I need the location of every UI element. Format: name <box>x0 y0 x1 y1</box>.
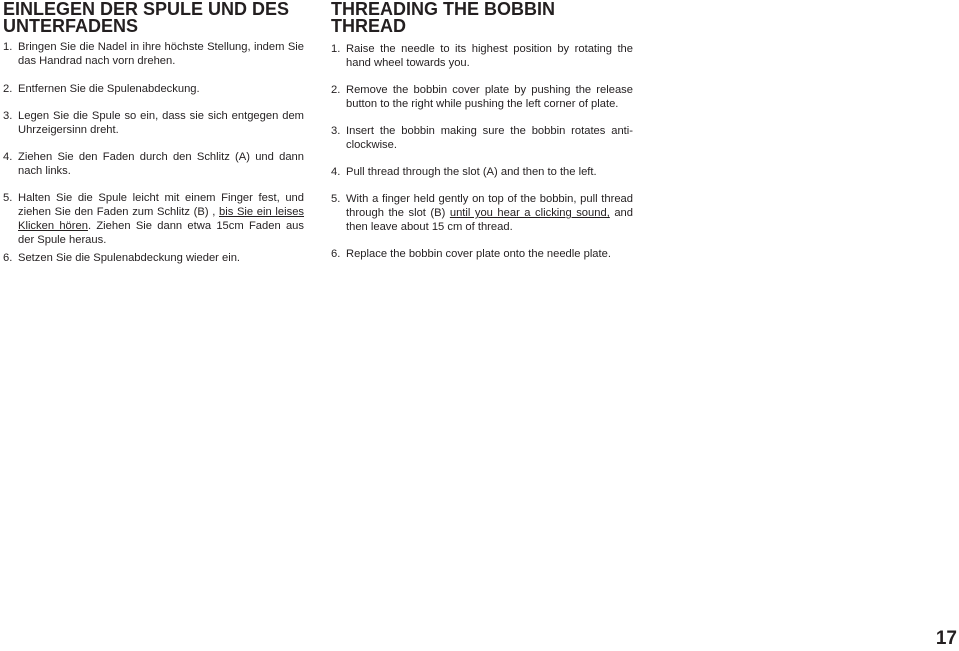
english-step-1 <box>331 42 633 70</box>
step-text: Bringen Sie die Nadel in ihre höchste Stellung, indem Sie das Handrad nach vorn drehen. <box>18 41 304 67</box>
step-number: 4. <box>331 166 341 178</box>
step-text: Remove the bobbin cover plate by pushing the release button to the right while pushing the left corner of plate. <box>346 84 633 110</box>
step-text: Replace the bobbin cover plate onto the needle plate. <box>346 248 611 260</box>
english-step-3 <box>331 124 633 152</box>
step-number: 5. <box>331 193 341 205</box>
german-step-3 <box>3 109 304 137</box>
step-text: Pull thread through the slot (A) and then to the left. <box>346 166 597 178</box>
step-number: 3. <box>3 110 13 122</box>
step-text: Legen Sie die Spule so ein, dass sie sich entgegen dem Uhrzeigersinn dreht. <box>18 110 304 136</box>
step-number: 4. <box>3 151 13 163</box>
step-text-end: and then leave about 15 cm of thread. <box>346 207 633 233</box>
english-step-2 <box>331 83 633 111</box>
step-number: 1. <box>331 43 341 55</box>
step-text: Entfernen Sie die Spulenabdeckung. <box>18 83 200 95</box>
english-step-4 <box>331 165 633 179</box>
english-instructions <box>331 0 633 261</box>
english-steps-list <box>331 42 633 261</box>
german-step-5 <box>3 191 304 247</box>
step-text: Setzen Sie die Spulenabdeckung wieder ein. <box>18 252 241 264</box>
step-number: 6. <box>331 248 341 260</box>
german-step-6 <box>3 251 304 265</box>
step-number: 3. <box>331 125 341 137</box>
german-step-4 <box>3 150 304 178</box>
step-number: 2. <box>331 84 341 96</box>
english-heading: THREADING THE BOBBIN THREAD <box>331 0 555 36</box>
step-text <box>18 192 304 246</box>
step-text: Raise the needle to its highest position by rotating the hand wheel towards you. <box>346 43 633 69</box>
german-heading: EINLEGEN DER SPULE UND DES UNTERFADENS <box>3 0 290 36</box>
english-step-5 <box>331 192 633 234</box>
step-text-emphasis: bis Sie ein leises Klicken hören <box>18 206 305 232</box>
step-text <box>346 193 633 233</box>
german-instructions <box>3 0 304 265</box>
step-number: 2. <box>3 83 13 95</box>
step-text: Insert the bobbin making sure the bobbin rotates anti-clockwise. <box>346 125 633 151</box>
step-text: Ziehen Sie den Faden durch den Schlitz (A) und dann nach links. <box>18 151 304 177</box>
german-step-2 <box>3 82 304 96</box>
german-steps-list <box>3 40 304 265</box>
german-step-1 <box>3 40 304 68</box>
page-number: 17 <box>935 628 957 649</box>
step-text-start: Halten Sie die Spule leicht mit einem Finger fest, und ziehen Sie den Faden zum Schlitz (B) , <box>18 192 304 218</box>
step-number: 5. <box>3 192 13 204</box>
step-text-start: With a finger held gently on top of the bobbin, pull thread through the slot (B) <box>346 193 633 219</box>
step-text-end: . Ziehen Sie dann etwa 15cm Faden aus der Spule heraus. <box>18 220 304 246</box>
english-step-6 <box>331 247 633 261</box>
step-number: 1. <box>3 41 13 53</box>
step-number: 6. <box>3 252 13 264</box>
step-text-emphasis: until you hear a clicking sound, <box>449 207 610 219</box>
